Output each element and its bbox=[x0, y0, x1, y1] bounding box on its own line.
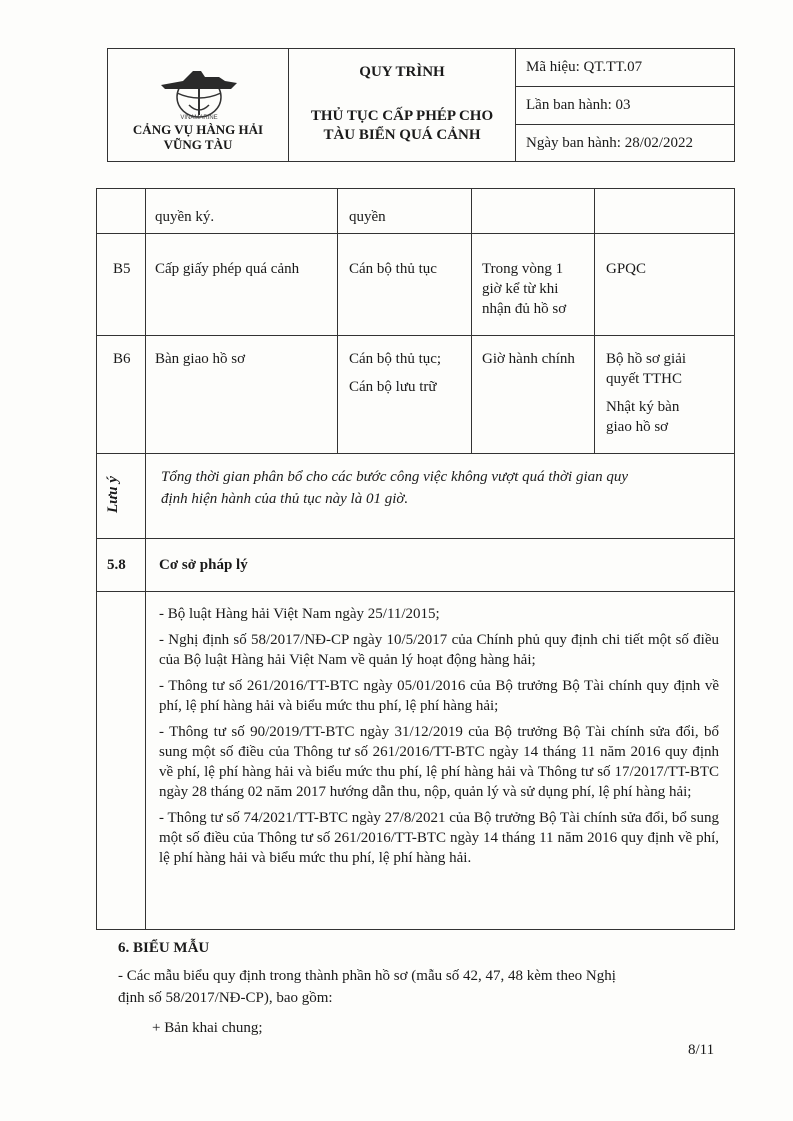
time-b6: Giờ hành chính bbox=[482, 351, 575, 367]
section-6-heading: 6. BIỂU MẪU bbox=[118, 940, 210, 956]
document-type: QUY TRÌNH bbox=[359, 64, 445, 80]
note-label: Lưu ý bbox=[105, 476, 121, 513]
legal-item-3: - Thông tư số 261/2016/TT-BTC ngày 05/01/2016 của Bộ trưởng Bộ Tài chính quy định về phí, lệ phí hàng hải và biểu mức thu phí, lệ phí hàng hải; bbox=[159, 678, 719, 714]
responsible-b6-line2: Cán bộ lưu trữ bbox=[349, 379, 437, 395]
section-6-intro-line-1: - Các mẫu biểu quy định trong thành phần hồ sơ (mẫu số 42, 47, 48 kèm theo Nghị bbox=[118, 968, 616, 984]
step-b6: B6 bbox=[113, 351, 131, 367]
cont-task: quyền ký. bbox=[155, 209, 215, 225]
procedure-table bbox=[96, 188, 735, 930]
legal-basis-list bbox=[159, 604, 719, 874]
section-number: 5.8 bbox=[107, 557, 126, 573]
meta-cell bbox=[516, 49, 734, 161]
logo-cell bbox=[108, 49, 289, 161]
time-b5-line1: Trong vòng 1 bbox=[482, 261, 564, 277]
logo-text: VINAMARINE bbox=[180, 115, 218, 121]
legal-item-2: - Nghị định số 58/2017/NĐ-CP ngày 10/5/2017 của Chính phủ quy định chi tiết một số điều của Bộ luật Hàng hải Việt Nam về quản lý hoạt động hàng hải; bbox=[159, 632, 719, 668]
output-b5: GPQC bbox=[606, 261, 647, 277]
vinamarine-logo bbox=[153, 59, 245, 121]
time-b5-line3: nhận đủ hồ sơ bbox=[482, 301, 567, 317]
note-label-cell bbox=[105, 476, 131, 519]
section-6-intro-line-2: định số 58/2017/NĐ-CP), bao gồm: bbox=[118, 990, 333, 1006]
section-title: Cơ sở pháp lý bbox=[159, 557, 248, 573]
page-number: 8/11 bbox=[688, 1042, 715, 1058]
cont-responsible: quyền bbox=[349, 209, 386, 225]
organization-name bbox=[108, 122, 288, 152]
task-b6: Bàn giao hồ sơ bbox=[155, 351, 246, 367]
org-line-1: CẢNG VỤ HÀNG HẢI bbox=[132, 122, 264, 137]
issue-date: Ngày ban hành: 28/02/2022 bbox=[526, 135, 694, 151]
legal-item-4: - Thông tư số 90/2019/TT-BTC ngày 31/12/2019 của Bộ trưởng Bộ Tài chính sửa đổi, bổ sung một số điều của Thông tư số 261/2016/TT-BTC ngày 14 tháng 11 năm 2016 quy định về phí, lệ phí hàng hải và biểu mức thu phí, lệ phí hàng hải và Thông tư số 17/2017/TT-BTC ngày 28 tháng 02 năm 2017 hướng dẫn thu, nộp, quản lý và sử dụng phí, lệ phí hàng hải; bbox=[159, 724, 719, 800]
output-b6-line3: Nhật ký bàn bbox=[606, 399, 680, 415]
output-b6-line1: Bộ hồ sơ giải bbox=[606, 351, 687, 367]
output-b6-line2: quyết TTHC bbox=[606, 371, 682, 387]
section-6-item-1: + Bản khai chung; bbox=[152, 1020, 263, 1036]
document-header bbox=[107, 48, 735, 162]
responsible-b5: Cán bộ thủ tục bbox=[349, 261, 437, 277]
note-line-2: định hiện hành của thủ tục này là 01 giờ. bbox=[161, 491, 409, 507]
legal-item-5: - Thông tư số 74/2021/TT-BTC ngày 27/8/2021 của Bộ trưởng Bộ Tài chính sửa đổi, bổ sung một số điều của Thông tư số 261/2016/TT-BTC ngày 14 tháng 11 năm 2016 quy định về phí, lệ phí hàng hải và biểu mức thu phí, lệ phí hàng hải. bbox=[159, 810, 719, 866]
procedure-title-line-2: TÀU BIỂN QUÁ CẢNH bbox=[323, 127, 481, 143]
time-b5-line2: giờ kể từ khi bbox=[482, 281, 559, 297]
legal-item-1: - Bộ luật Hàng hải Việt Nam ngày 25/11/2015; bbox=[159, 606, 440, 622]
edition-number: Lần ban hành: 03 bbox=[516, 87, 734, 125]
procedure-title-line-1: THỦ TỤC CẤP PHÉP CHO bbox=[310, 108, 494, 124]
org-line-2: VŨNG TÀU bbox=[163, 137, 233, 152]
document-code: Mã hiệu: QT.TT.07 bbox=[516, 49, 734, 87]
title-cell bbox=[289, 49, 516, 161]
responsible-b6-line1: Cán bộ thủ tục; bbox=[349, 351, 442, 367]
note-line-1: Tổng thời gian phân bổ cho các bước công việc không vượt quá thời gian quy bbox=[161, 469, 629, 485]
task-b5: Cấp giấy phép quá cảnh bbox=[155, 261, 300, 277]
output-b6-line4: giao hồ sơ bbox=[606, 419, 669, 435]
step-b5: B5 bbox=[113, 261, 131, 277]
